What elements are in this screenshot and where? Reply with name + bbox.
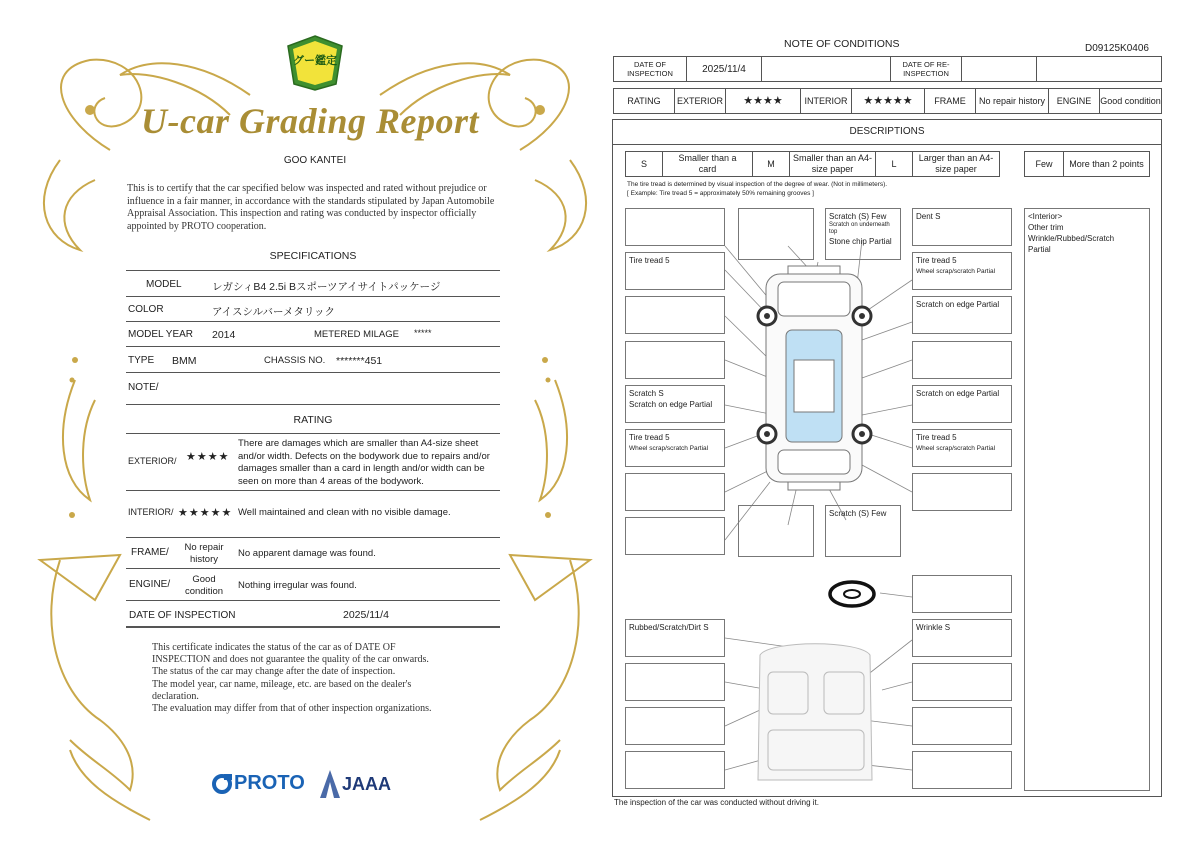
damage-box-rear-center	[825, 505, 901, 557]
note-of-conditions	[600, 0, 1200, 848]
interior-stars: ★★★★★	[851, 88, 925, 114]
damage-box	[625, 751, 725, 789]
legend-m-text: Smaller than an A4-size paper	[789, 151, 876, 177]
legend-l-code: L	[875, 151, 913, 177]
damage-text: Tire tread 5	[629, 256, 670, 265]
interior-stars: ★★★★★	[178, 507, 233, 519]
model-label: MODEL	[146, 279, 182, 290]
legend-s-code: S	[625, 151, 663, 177]
damage-text: Scratch on edge Partial	[916, 300, 1000, 309]
interior-note: <Interior>	[1028, 212, 1063, 221]
damage-box-front-right-tire	[912, 252, 1012, 290]
damage-box-left-scratch	[625, 385, 725, 423]
interior-label: INTERIOR/	[128, 507, 174, 517]
report-title: U-car Grading Report	[140, 101, 479, 141]
exterior-label: EXTERIOR/	[128, 456, 177, 466]
certification-statement: This is to certify that the car specified below was inspected and rated without prejudice or influence in a fair manner, in accordance with the standards stipulated by Japan Automobile Appraisal Association. This inspection and rating was conducted by inspector officially appointed by PROTO cooperation.	[127, 183, 495, 232]
frame-value: No repair history	[184, 542, 224, 565]
date-of-inspection-value: 2025/11/4	[686, 56, 762, 82]
note-title: NOTE OF CONDITIONS	[784, 38, 900, 50]
exterior-description: There are damages which are smaller than A4-size sheet and/or width. Defects on the bodywork due to repairs and/or damages smaller than a card in length and/or width can be seen on more than 4 areas of the bodywork.	[238, 438, 490, 487]
exterior-stars: ★★★★	[725, 88, 801, 114]
model-year-value: 2014	[212, 329, 236, 341]
type-value: BMM	[172, 355, 197, 367]
interior-note: Wrinkle/Rubbed/Scratch	[1028, 234, 1115, 243]
damage-box-rear-left-tire	[625, 429, 725, 467]
damage-box	[738, 208, 814, 260]
damage-box	[625, 473, 725, 511]
interior-description: Well maintained and clean with no visible damage.	[238, 507, 451, 518]
damage-box-top-right	[912, 208, 1012, 246]
damage-box	[625, 663, 725, 701]
damage-box	[625, 517, 725, 555]
date-of-inspection-label: DATE OF INSPECTION	[613, 56, 687, 82]
damage-box-right-edge-2	[912, 385, 1012, 423]
damage-text: Scratch (S) Few	[829, 509, 887, 518]
footer-line: The evaluation may differ from that of other inspection organizations.	[152, 703, 432, 715]
legend-few-code: Few	[1024, 151, 1064, 177]
frame-value: No repair history	[975, 88, 1049, 114]
proto-logo-icon	[212, 772, 234, 796]
divider	[126, 270, 500, 271]
damage-text: Dent S	[916, 212, 941, 221]
damage-text: Wrinkle S	[916, 623, 951, 632]
damage-box	[912, 341, 1012, 379]
footer-line: This certificate indicates the status of the car as of DATE OF	[152, 642, 396, 653]
divider	[126, 321, 500, 322]
divider	[126, 433, 500, 434]
damage-text: Scratch S	[629, 389, 664, 398]
tread-note: The tire tread is determined by visual inspection of the degree of wear. (Not in millimeters).	[627, 181, 888, 188]
rating-label: RATING	[613, 88, 675, 114]
damage-box-interior-left	[625, 619, 725, 657]
badge-label: グー鑑定	[293, 55, 337, 67]
damage-text: Wheel scrap/scratch Partial	[629, 445, 709, 452]
damage-box	[912, 751, 1012, 789]
damage-text: Stone chip Partial	[829, 237, 892, 246]
proto-logo: PROTO	[234, 772, 305, 794]
damage-text: Rubbed/Scratch/Dirt S	[629, 623, 709, 632]
inspection-footnote: The inspection of the car was conducted without driving it.	[614, 798, 819, 807]
damage-box	[912, 707, 1012, 745]
damage-box-front-left-tire	[625, 252, 725, 290]
divider	[126, 490, 500, 491]
frame-label: FRAME/	[131, 547, 169, 558]
damage-box	[912, 473, 1012, 511]
report-subtitle: GOO KANTEI	[283, 155, 347, 166]
chassis-value: *******451	[336, 355, 383, 367]
engine-value: Good condition	[1099, 88, 1162, 114]
damage-box	[625, 296, 725, 334]
damage-box	[625, 341, 725, 379]
footer-line: The model year, car name, mileage, etc. are based on the dealer's	[152, 678, 412, 690]
mileage-value: *****	[414, 328, 432, 338]
exterior-label: EXTERIOR	[674, 88, 726, 114]
note-label: NOTE/	[128, 382, 159, 393]
damage-box-rear-right-tire	[912, 429, 1012, 467]
frame-description: No apparent damage was found.	[238, 548, 376, 559]
legend-s-text: Smaller than a card	[662, 151, 753, 177]
damage-box-top-center	[825, 208, 901, 260]
legend-few-text: More than 2 points	[1063, 151, 1150, 177]
divider	[126, 568, 500, 569]
damage-text: Scratch on edge Partial	[916, 389, 1000, 398]
engine-label: ENGINE	[1048, 88, 1100, 114]
jaaa-logo-icon	[320, 770, 340, 798]
sponsor-logos	[212, 768, 412, 802]
descriptions-heading: DESCRIPTIONS	[612, 119, 1162, 145]
damage-text: Tire tread 5	[629, 433, 670, 442]
tread-example: [ Example: Tire tread 5 = approximately 50% remaining grooves ]	[627, 190, 814, 197]
interior-note: Partial	[1028, 245, 1051, 254]
damage-box	[625, 707, 725, 745]
divider	[126, 296, 500, 297]
engine-label: ENGINE/	[129, 579, 171, 590]
damage-box	[625, 208, 725, 246]
exterior-stars: ★★★★	[186, 451, 230, 463]
type-label: TYPE	[128, 355, 155, 366]
damage-text: Scratch (S) Few	[829, 212, 887, 221]
chassis-label: CHASSIS NO.	[264, 355, 326, 366]
model-value: レガシィB4 2.5i Bスポーツアイサイトパッケージ	[212, 281, 441, 293]
inspection-date-label: DATE OF INSPECTION	[129, 610, 236, 621]
damage-text: Wheel scrap/scratch Partial	[916, 445, 996, 452]
date-of-reinspection-label: DATE OF RE-INSPECTION	[890, 56, 962, 82]
specifications-heading: SPECIFICATIONS	[269, 250, 357, 262]
legend-m-code: M	[752, 151, 790, 177]
engine-description: Nothing irregular was found.	[238, 580, 357, 591]
damage-box-steering	[912, 575, 1012, 613]
model-year-label: MODEL YEAR	[128, 329, 194, 340]
damage-text: Scratch on underneath top	[829, 222, 890, 235]
interior-notes-panel	[1024, 208, 1150, 791]
damage-text: Tire tread 5	[916, 433, 957, 442]
legend-l-text: Larger than an A4-size paper	[912, 151, 1000, 177]
steering-wheel-icon	[830, 582, 874, 606]
damage-text: Tire tread 5	[916, 256, 957, 265]
damage-box	[912, 663, 1012, 701]
color-value: アイスシルバーメタリック	[212, 306, 336, 318]
certificate-footer	[152, 642, 482, 715]
footer-line: declaration.	[152, 690, 199, 702]
jaaa-logo: JAAA	[342, 774, 392, 794]
damage-text: Scratch on edge Partial	[629, 400, 713, 409]
divider	[126, 404, 500, 405]
divider	[126, 537, 500, 538]
footer-line: The status of the car may change after the date of inspection.	[152, 666, 396, 678]
damage-box-right-edge	[912, 296, 1012, 334]
damage-box	[738, 505, 814, 557]
divider	[126, 372, 500, 373]
rating-heading: RATING	[293, 414, 333, 426]
interior-note: Other trim	[1028, 223, 1064, 232]
inspection-date-value: 2025/11/4	[343, 609, 389, 621]
frame-label: FRAME	[924, 88, 976, 114]
interior-label: INTERIOR	[800, 88, 852, 114]
damage-text: Wheel scrap/scratch Partial	[916, 268, 996, 275]
divider	[126, 346, 500, 347]
footer-line: INSPECTION and does not guarantee the quality of the car onwards.	[152, 654, 429, 666]
damage-box-interior-right	[912, 619, 1012, 657]
mileage-label: METERED MILAGE	[314, 329, 399, 340]
engine-value: Good condition	[184, 574, 224, 597]
divider	[126, 626, 500, 628]
document-id: D09125K0406	[1085, 43, 1149, 54]
color-label: COLOR	[128, 304, 164, 315]
divider	[126, 600, 500, 601]
